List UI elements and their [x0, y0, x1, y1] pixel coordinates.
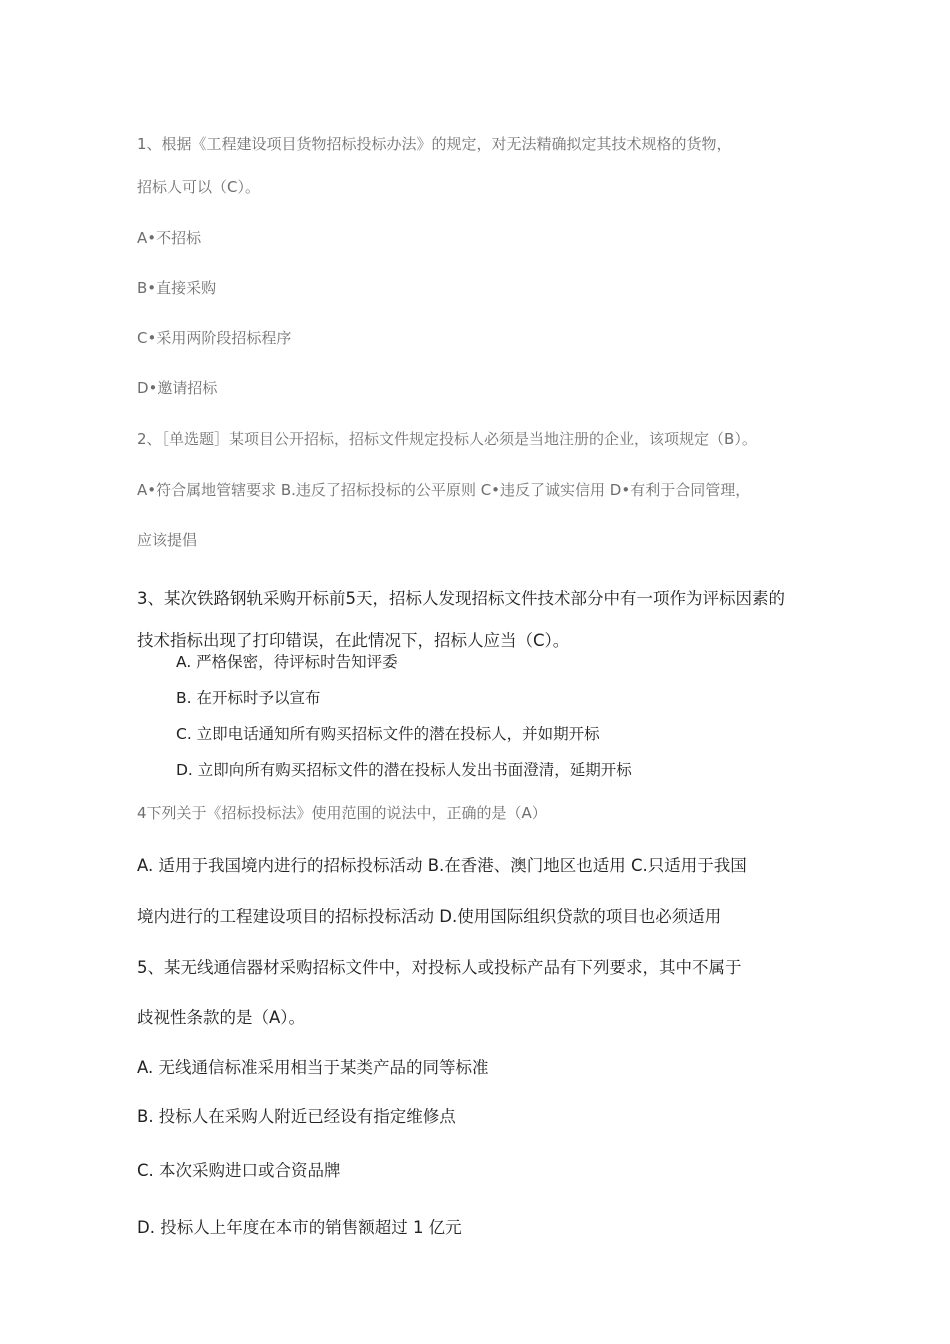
q3-option-a: A. 严格保密，待评标时告知评委 — [176, 653, 398, 671]
q1-option-d: D•邀请招标 — [137, 379, 218, 397]
q5-question-line-1: 5、某无线通信器材采购招标文件中，对投标人或投标产品有下列要求，其中不属于 — [137, 958, 742, 977]
q1-option-b: B•直接采购 — [137, 279, 217, 297]
q3-question-line-2: 技术指标出现了打印错误，在此情况下，招标人应当（C）。 — [137, 631, 570, 650]
q4-question-line: 4下列关于《招标投标法》使用范围的说法中，正确的是（A） — [137, 804, 547, 822]
q4-options-line: A. 适用于我国境内进行的招标投标活动 B.在香港、澳门地区也适用 C.只适用于我国 — [137, 856, 747, 875]
q3-option-b: B. 在开标时予以宣布 — [176, 689, 321, 707]
q2-question-line-1: 2、［单选题］某项目公开招标，招标文件规定投标人必须是当地注册的企业，该项规定（B）。 — [137, 430, 757, 448]
q3-option-c: C. 立即电话通知所有购买招标文件的潜在投标人，并如期开标 — [176, 725, 600, 743]
q5-option-b: B. 投标人在采购人附近已经设有指定维修点 — [137, 1107, 456, 1126]
q1-question-line-1: 1、根据《工程建设项目货物招标投标办法》的规定，对无法精确拟定其技术规格的货物， — [137, 135, 732, 153]
q5-option-c: C. 本次采购进口或合资品牌 — [137, 1161, 341, 1180]
q1-option-a: A•不招标 — [137, 229, 202, 247]
q2-options-line-continued: 应该提倡 — [137, 531, 198, 549]
q1-question-line-2: 招标人可以（C）。 — [137, 178, 260, 196]
q2-options-line: A•符合属地管辖要求 B.违反了招标投标的公平原则 C•违反了诚实信用 D•有利于合同管理， — [137, 481, 751, 499]
q5-option-d: D. 投标人上年度在本市的销售额超过 1 亿元 — [137, 1218, 462, 1237]
q5-question-line-2: 歧视性条款的是（A）。 — [137, 1008, 306, 1027]
q3-question-line-1: 3、某次铁路钢轨采购开标前5天，招标人发现招标文件技术部分中有一项作为评标因素的 — [137, 589, 785, 608]
q4-options-line-continued: 境内进行的工程建设项目的招标投标活动 D.使用国际组织贷款的项目也必须适用 — [137, 907, 722, 926]
q3-option-d: D. 立即向所有购买招标文件的潜在投标人发出书面澄清，延期开标 — [176, 761, 632, 779]
q1-option-c: C•采用两阶段招标程序 — [137, 329, 292, 347]
q5-option-a: A. 无线通信标准采用相当于某类产品的同等标准 — [137, 1058, 489, 1077]
